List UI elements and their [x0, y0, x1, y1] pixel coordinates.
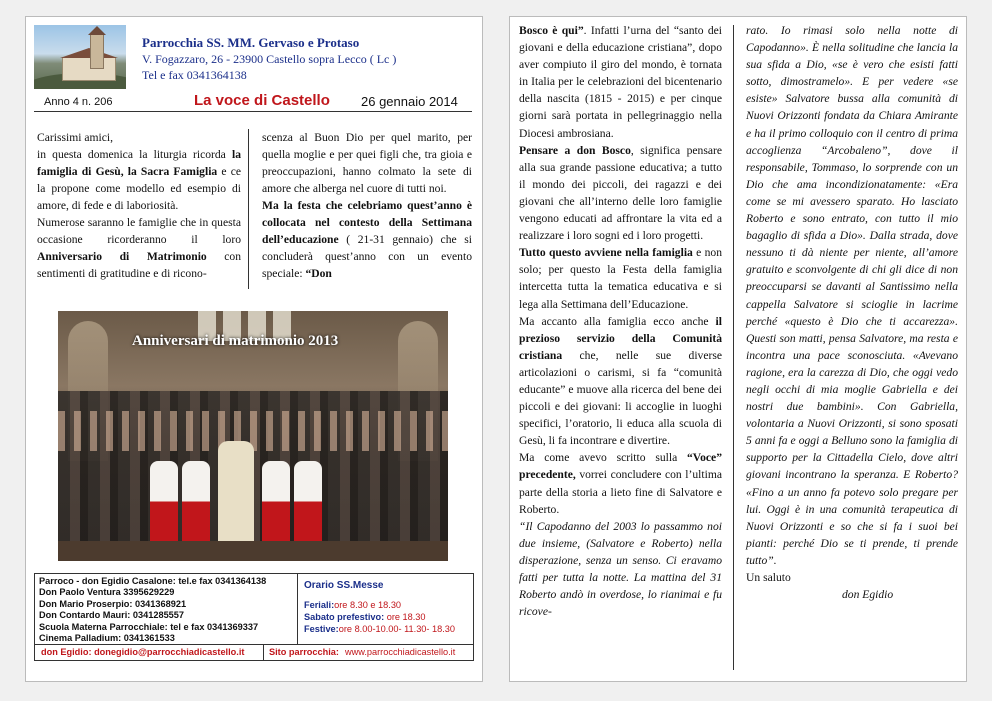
group-photo — [58, 311, 448, 561]
issue-date: 26 gennaio 2014 — [361, 94, 458, 109]
contact-links — [35, 644, 473, 661]
text-run: “Don — [305, 267, 332, 280]
parish-tel: Tel e fax 0341364138 — [142, 68, 247, 82]
holiday-mass: Festive:ore 8.00-10.00- 11.30- 18.30 — [304, 624, 456, 634]
contact-line: Don Contardo Mauri: 0341285557 — [39, 610, 185, 621]
church-photo — [34, 25, 126, 89]
text-run: vorrei concludere con l’ultima parte della storia a lieto fine di Salvatore e Roberto. — [519, 468, 722, 516]
issue-number: Anno 4 n. 206 — [44, 96, 113, 108]
text-run: Ma come avevo scritto sulla — [519, 451, 687, 465]
text-run: rato. Io rimasi solo nella notte di Capodanno». È nella solitudine che lancia la sua sfida a Dio, «se è vero che esisti fatti sotto, dimostramelo». E per vedere «se esiste» Salvatore bussa alla comunità di Nuovi Orizzonti fondata da Chiara Amirante e ha il primo colloquio con il centro di prima accoglienza “Arcobaleno”, dove il responsabile, Tommaso, lo sorprende con un Dio che ama incondizionatamente: «Era come se mi avessero sparato. Ho lasciato Roberto e sono entrato, con tutto il mio bagaglio di sfida a Dio». Dalla strada, dove nessuno ti dà niente per niente, all’amore gratuito e sconvolgente di chi gli dice di non preoccuparsi se davanti al Santissimo nella cappella Salvatore si scioglie in lacrime perché «questo è Dio che ti accarezza». Questi son matti, pensa Salvatore, ma resta e incontra una pace sconosciuta. «Avevano ragione, era la carezza di Dio, che oggi vedo negli occhi di mia moglie Gabriella e dei nostri due bambini». Con Gabriella, volontaria a Nuovi Orizzonti, si sono sposati 5 anni fa e oggi a Belluno sono la famiglia di supporto per la Cittadella Cielo, dove altri giovani incontrano la speranza. E Roberto? «Fino a un anno fa potevo solo pregare per lui. Oggi è in una comunità terapeutica di Nuovi Orizzonti e so che si fa i suoi bei pianti: perché Dio se ti prende, ti prende tutto”. — [746, 24, 958, 567]
text-run: con sentimenti di gratitudine e di ricono- — [37, 250, 242, 280]
masthead-bar — [34, 91, 472, 112]
mass-times-title: Orario SS.Messe — [304, 580, 384, 591]
text-run: Numerose saranno le famiglie che in questa occasione ricorderanno il loro — [37, 216, 241, 246]
text-run: scenza al Buon Dio per quel marito, per quella moglie e per quei figli che, tra gioia e preoccupazioni, hanno colmato la sete di amore che alberga nel cuore di tutti noi. — [262, 131, 472, 195]
text-run: Ma accanto alla famiglia ecco anche — [519, 314, 716, 328]
text-run: Ma la festa che celebriamo quest’anno è collocata nel contesto della Settimana dell’educazione — [262, 199, 472, 246]
mass-times — [297, 574, 474, 644]
text-run: Anniversario di Matrimonio — [37, 250, 207, 263]
text-run: Tutto questo avviene nella famiglia — [519, 246, 693, 260]
text-run: , significa pensare alla sua grande passione educativa; a tutto il mondo dei piccoli, dei ragazzi e dei giovani che all’interno delle loro famiglie vengono educati ad affrontare la vita ed a realizzare i loro sogni ed i loro progetti. — [519, 143, 722, 243]
text-run: . Infatti l’urna del “santo dei giovani e della educazione cristiana”, dopo aver compiuto il giro del mondo, è tornata in Italia per le celebrazioni del bicentenario della nascita (1815 - 2015) e per cinque giorni sarà portata in pellegrinaggio nella Diocesi ambrosiana. — [519, 24, 722, 140]
contact-line: Scuola Materna Parrocchiale: tel e fax 0341369337 — [39, 621, 259, 632]
email-link[interactable]: don Egidio: donegidio@parrocchiadicastello.it — [41, 647, 245, 657]
left-page — [25, 16, 483, 682]
parish-name: Parrocchia SS. MM. Gervaso e Protaso — [142, 35, 360, 50]
text-run: e ce la propone come modello ed esempio di amore, di fede e di laboriosità. — [37, 165, 241, 212]
text-run: e non solo; per questo la Festa della famiglia intercetta tutta la tematica educativa e si lega alla Settimana dell’Educazione. — [519, 246, 722, 311]
contacts-box — [34, 573, 474, 661]
right-column-2 — [746, 22, 958, 603]
website-link[interactable]: Sito parrocchia: www.parrocchiadicastello.it — [269, 647, 456, 657]
contact-line: Don Mario Proserpio: 0341368921 — [39, 598, 187, 609]
right-column-1 — [519, 22, 722, 620]
signature: don Egidio — [842, 588, 894, 602]
newsletter-title: La voce di Castello — [194, 92, 330, 109]
column-divider — [248, 129, 249, 289]
text-run: Pensare a don Bosco — [519, 143, 631, 157]
parish-address: V. Fogazzaro, 26 - 23900 Castello sopra Lecco ( Lc ) — [142, 52, 397, 66]
contact-line: Parroco - don Egidio Casalone: tel.e fax 0341364138 — [39, 576, 267, 586]
weekday-mass: Feriali:ore 8.30 e 18.30 — [304, 600, 402, 610]
text-run: “Voce” precedente, — [519, 451, 722, 482]
photo-caption: Anniversari di matrimonio 2013 — [132, 333, 339, 349]
closing: Un saluto — [746, 571, 791, 584]
text-run: ( 21-31 gennaio) che si concluderà quest’anno con un evento speciale: — [262, 233, 472, 280]
contact-line: Cinema Palladium: 0341361533 — [39, 633, 175, 644]
contact-line: Don Paolo Ventura 3395629229 — [39, 587, 175, 598]
text-run: in questa domenica la liturgia ricorda — [37, 148, 232, 161]
text-run: il prezioso servizio della Comunità cristiana — [519, 314, 722, 362]
left-column-2 — [262, 129, 472, 282]
text-run: la famiglia di Gesù, la Sacra Famiglia — [37, 148, 241, 178]
saturday-mass: Sabato prefestivo: ore 18.30 — [304, 612, 426, 622]
left-column-1 — [37, 129, 241, 282]
contacts-list — [39, 576, 266, 644]
text-run: Carissimi amici, — [37, 131, 113, 144]
text-run: Bosco è qui” — [519, 24, 584, 37]
right-page — [509, 16, 967, 682]
text-run: “Il Capodanno del 2003 lo passammo noi due insieme, (Salvatore e Roberto) nella disperazione, senza un senso. Ci eravamo fatti per tutta la notte. La mattina del 31 Roberto andò in overdose, lo rianimai e fu ricove- — [519, 519, 722, 619]
text-run: che, nelle sue diverse articolazioni o carismi, si fa “comunità educante” e muove alla ricerca del bene dei piccoli e dei giovani: li accoglie in luoghi specifici, l’oratorio, li educa alla scuola di Gesù, li fa incontrare e divertire. — [519, 348, 722, 448]
column-divider — [733, 25, 734, 670]
